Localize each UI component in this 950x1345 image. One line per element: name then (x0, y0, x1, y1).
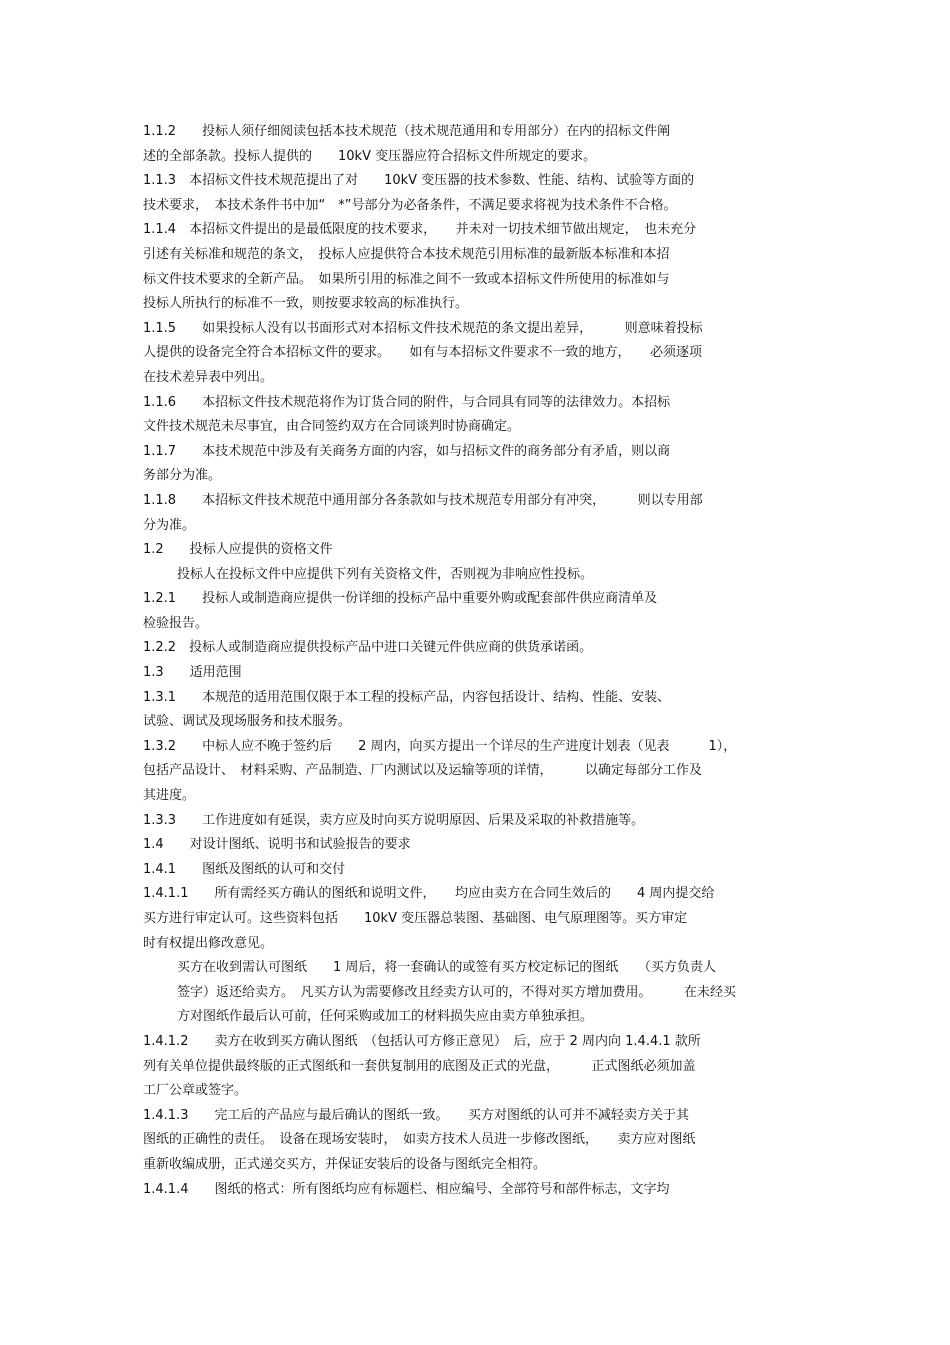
text-line: 1.3.3 工作进度如有延误，卖方应及时向买方说明原因、后果及采取的补救措施等。 (143, 812, 645, 828)
text-line: 1.1.3 本招标文件技术规范提出了对 10kV 变压器的技术参数、性能、结构、试验等方面的 (143, 173, 695, 189)
paragraph-p7 (143, 489, 808, 538)
text-line: 检验报告。 (143, 615, 209, 631)
text-line: 重新收编成册，正式递交买方，并保证安装后的设备与图纸完全相符。 (143, 1156, 547, 1172)
text-line: 买方在收到需认可图纸 1 周后，将一套确认的或签有买方校定标记的图纸 （买方负责人 (177, 960, 716, 976)
text-line: 签字）返还给卖方。 凡买方认为需要修改且经卖方认可的，不得对买方增加费用。 在未经买 (177, 984, 737, 1000)
text-line: 人提供的设备完全符合本招标文件的要求。 如有与本招标文件要求不一致的地方， 必须逐项 (143, 345, 703, 361)
text-line: 引述有关标准和规范的条文， 投标人应提供符合本技术规范引用标准的最新版本标准和本招 (143, 246, 670, 262)
text-line: 1.4 对设计图纸、说明书和试验报告的要求 (143, 837, 411, 853)
paragraph-p17 (143, 858, 808, 883)
paragraph-p13 (143, 686, 808, 735)
text-line: 1.4.1 图纸及图纸的认可和交付 (143, 861, 346, 877)
paragraph-p4 (143, 317, 808, 391)
text-line: 技术要求， 本技术条件书中加“ *”号部分为必备条件，不满足要求将视为技术条件不合格。 (143, 197, 677, 213)
text-line: 时有权提出修改意见。 (143, 935, 274, 951)
text-line: 买方进行审定认可。这些资料包括 10kV 变压器总装图、基础图、电气原理图等。买方审定 (143, 911, 688, 926)
text-line: 投标人在投标文件中应提供下列有关资格文件，否则视为非响应性投标。 (177, 566, 594, 582)
paragraph-p15 (143, 809, 808, 834)
text-line: 投标人所执行的标准不一致，则按要求较高的标准执行。 (143, 296, 469, 312)
text-line: 在技术差异表中列出。 (143, 369, 274, 385)
paragraph-list (143, 120, 808, 1202)
paragraph-p22 (143, 1178, 808, 1203)
paragraph-p10 (143, 587, 808, 636)
text-line: 1.4.1.1 所有需经买方确认的图纸和说明文件， 均应由卖方在合同生效后的 4 周内提交给 (143, 886, 715, 902)
paragraph-p19 (143, 956, 808, 1030)
paragraph-p20 (143, 1030, 808, 1104)
text-line: 1.1.4 本招标文件提出的是最低限度的技术要求， 并未对一切技术细节做出规定， 也未充分 (143, 222, 697, 238)
paragraph-p16 (143, 833, 808, 858)
paragraph-p2 (143, 169, 808, 218)
text-line: 1.2.2 投标人或制造商应提供投标产品中进口关键元件供应商的供货承诺函。 (143, 640, 593, 656)
text-line: 1.2.1 投标人或制造商应提供一份详细的投标产品中重要外购或配套部件供应商清单及 (143, 591, 658, 607)
text-line: 方对图纸作最后认可前，任何采购或加工的材料损失应由卖方单独承担。 (177, 1009, 594, 1025)
paragraph-p18 (143, 882, 808, 956)
text-line: 标文件技术要求的全新产品。 如果所引用的标准之间不一致或本招标文件所使用的标准如与 (143, 271, 670, 287)
text-line: 1.3.1 本规范的适用范围仅限于本工程的投标产品，内容包括设计、结构、性能、安装、 (143, 689, 671, 705)
text-line: 1.1.6 本招标文件技术规范将作为订货合同的附件，与合同具有同等的法律效力。本招标 (143, 394, 671, 410)
document-body (143, 120, 808, 1202)
paragraph-p8 (143, 538, 808, 563)
text-line: 图纸的正确性的责任。 设备在现场安装时， 如卖方技术人员进一步修改图纸， 卖方应对图纸 (143, 1132, 696, 1148)
text-line: 1.1.7 本技术规范中涉及有关商务方面的内容，如与招标文件的商务部分有矛盾，则以商 (143, 443, 671, 459)
paragraph-p12 (143, 661, 808, 686)
text-line: 试验、调试及现场服务和技术服务。 (143, 714, 352, 730)
text-line: 列有关单位提供最终版的正式图纸和一套供复制用的底图及正式的光盘， 正式图纸必须加盖 (143, 1058, 696, 1074)
paragraph-p6 (143, 440, 808, 489)
paragraph-p1 (143, 120, 808, 169)
paragraph-p11 (143, 636, 808, 661)
paragraph-p14 (143, 735, 808, 809)
text-line: 1.4.1.4 图纸的格式：所有图纸均应有标题栏、相应编号、全部符号和部件标志，文字均 (143, 1181, 670, 1197)
text-line: 1.1.5 如果投标人没有以书面形式对本招标文件技术规范的条文提出差异， 则意味着投标 (143, 320, 703, 336)
text-line: 1.4.1.2 卖方在收到买方确认图纸 （包括认可方修正意见） 后，应于 2 周内向 1.4.4.1 款所 (143, 1033, 701, 1049)
paragraph-p9 (143, 563, 808, 588)
text-line: 述的全部条款。投标人提供的 10kV 变压器应符合招标文件所规定的要求。 (143, 148, 597, 164)
text-line: 包括产品设计、 材料采购、产品制造、厂内测试以及运输等项的详情， 以确定每部分工作及 (143, 763, 703, 779)
paragraph-p5 (143, 391, 808, 440)
text-line: 分为准。 (143, 517, 196, 533)
text-line: 1.4.1.3 完工后的产品应与最后确认的图纸一致。 买方对图纸的认可并不减轻卖方关于其 (143, 1107, 689, 1123)
text-line: 文件技术规范未尽事宜，由合同签约双方在合同谈判时协商确定。 (143, 419, 521, 435)
text-line: 1.2 投标人应提供的资格文件 (143, 542, 333, 558)
text-line: 1.3.2 中标人应不晚于签约后 2 周内，向买方提出一个详尽的生产进度计划表（见表 1）， (143, 738, 737, 754)
text-line: 其进度。 (143, 788, 196, 804)
paragraph-p3 (143, 218, 808, 316)
text-line: 1.3 适用范围 (143, 665, 242, 681)
paragraph-p21 (143, 1104, 808, 1178)
text-line: 务部分为准。 (143, 468, 222, 484)
text-line: 工厂公章或签字。 (143, 1083, 248, 1099)
text-line: 1.1.2 投标人须仔细阅读包括本技术规范（技术规范通用和专用部分）在内的招标文件阐 (143, 124, 671, 139)
text-line: 1.1.8 本招标文件技术规范中通用部分各条款如与技术规范专用部分有冲突， 则以专用部 (143, 492, 703, 508)
